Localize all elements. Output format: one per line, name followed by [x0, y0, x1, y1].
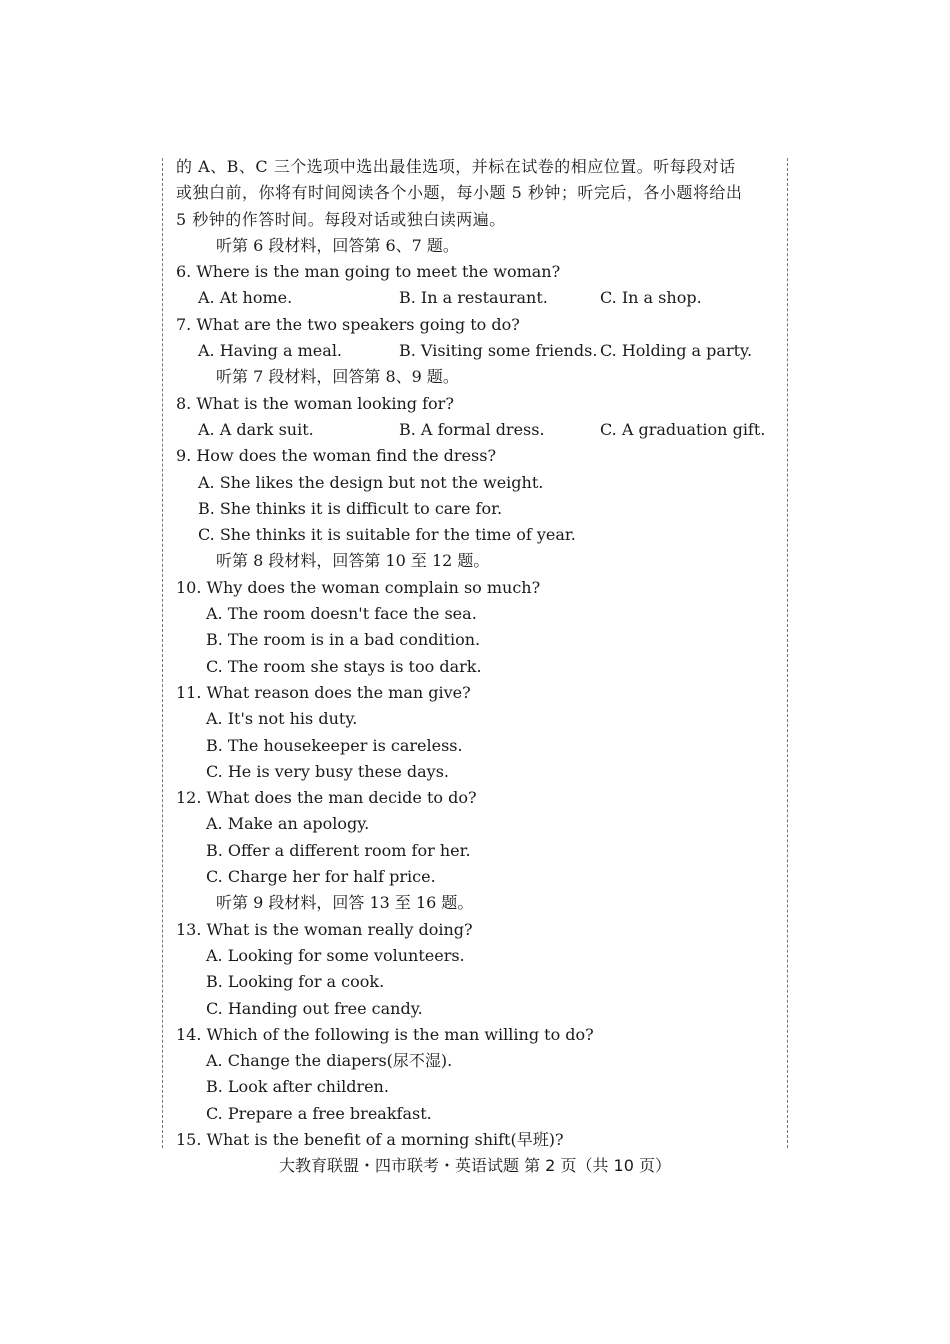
option-a: A. Looking for some volunteers. — [206, 945, 465, 965]
option-b: B. The room is in a bad condition. — [206, 630, 481, 650]
question-6-options — [176, 285, 776, 311]
option-a: A. She likes the design but not the weight. — [198, 472, 544, 492]
option-c: C. The room she stays is too dark. — [206, 656, 482, 676]
option-c: C. Handing out free candy. — [206, 998, 423, 1018]
question-14: 14. Which of the following is the man willing to do? — [176, 1024, 594, 1044]
question-8-options — [176, 417, 776, 443]
question-7: 7. What are the two speakers going to do? — [176, 314, 520, 334]
listening-section — [176, 154, 776, 1153]
question-11: 11. What reason does the man give? — [176, 682, 471, 702]
section-heading-6: 听第 6 段材料，回答第 6、7 题。 — [216, 235, 459, 255]
page-footer: 大教育联盟・四市联考・英语试题 第 2 页（共 10 页） — [279, 1156, 671, 1175]
option-a: A. At home. — [198, 288, 293, 308]
option-b: B. Offer a different room for her. — [206, 840, 471, 860]
option-b: B. A formal dress. — [399, 419, 545, 439]
binding-dashed-line-left — [162, 158, 163, 1148]
option-b: B. She thinks it is difficult to care for. — [198, 498, 503, 518]
question-15: 15. What is the benefit of a morning shift(早班)? — [176, 1129, 564, 1149]
option-b: B. In a restaurant. — [399, 288, 548, 308]
option-c: C. In a shop. — [600, 288, 702, 308]
option-a: A. Make an apology. — [206, 814, 370, 834]
option-b: B. The housekeeper is careless. — [206, 735, 463, 755]
question-7-options — [176, 338, 776, 364]
option-a: A. Having a meal. — [198, 341, 343, 361]
section-heading-7: 听第 7 段材料，回答第 8、9 题。 — [216, 367, 459, 387]
instructions-line-1: 的 A、B、C 三个选项中选出最佳选项，并标在试卷的相应位置。听每段对话 — [176, 157, 736, 176]
option-c: C. Holding a party. — [600, 341, 753, 361]
option-a: A. A dark suit. — [198, 419, 314, 439]
option-c: C. He is very busy these days. — [206, 761, 450, 781]
question-6: 6. Where is the man going to meet the woman? — [176, 262, 561, 282]
option-c: C. Charge her for half price. — [206, 867, 436, 887]
question-8: 8. What is the woman looking for? — [176, 393, 454, 413]
question-12: 12. What does the man decide to do? — [176, 788, 477, 808]
option-b: B. Look after children. — [206, 1077, 389, 1097]
binding-dashed-line-right — [787, 158, 788, 1148]
option-a: A. It's not his duty. — [206, 709, 358, 729]
instructions-line-3: 5 秒钟的作答时间。每段对话或独白读两遍。 — [176, 209, 506, 229]
question-13: 13. What is the woman really doing? — [176, 919, 473, 939]
option-c: C. She thinks it is suitable for the time of year. — [198, 525, 576, 545]
section-heading-8: 听第 8 段材料，回答第 10 至 12 题。 — [216, 551, 490, 571]
instructions-line-2: 或独白前，你将有时间阅读各个小题，每小题 5 秒钟；听完后，各小题将给出 — [176, 183, 743, 203]
option-b: B. Looking for a cook. — [206, 972, 385, 992]
option-a: A. The room doesn't face the sea. — [206, 604, 477, 624]
option-b: B. Visiting some friends. — [399, 341, 598, 361]
question-9: 9. How does the woman find the dress? — [176, 446, 497, 466]
option-c: C. Prepare a free breakfast. — [206, 1103, 432, 1123]
option-c: C. A graduation gift. — [600, 419, 766, 439]
option-a: A. Change the diapers(尿不湿). — [206, 1051, 453, 1071]
section-heading-9: 听第 9 段材料，回答 13 至 16 题。 — [216, 893, 474, 913]
question-10: 10. Why does the woman complain so much? — [176, 577, 541, 597]
